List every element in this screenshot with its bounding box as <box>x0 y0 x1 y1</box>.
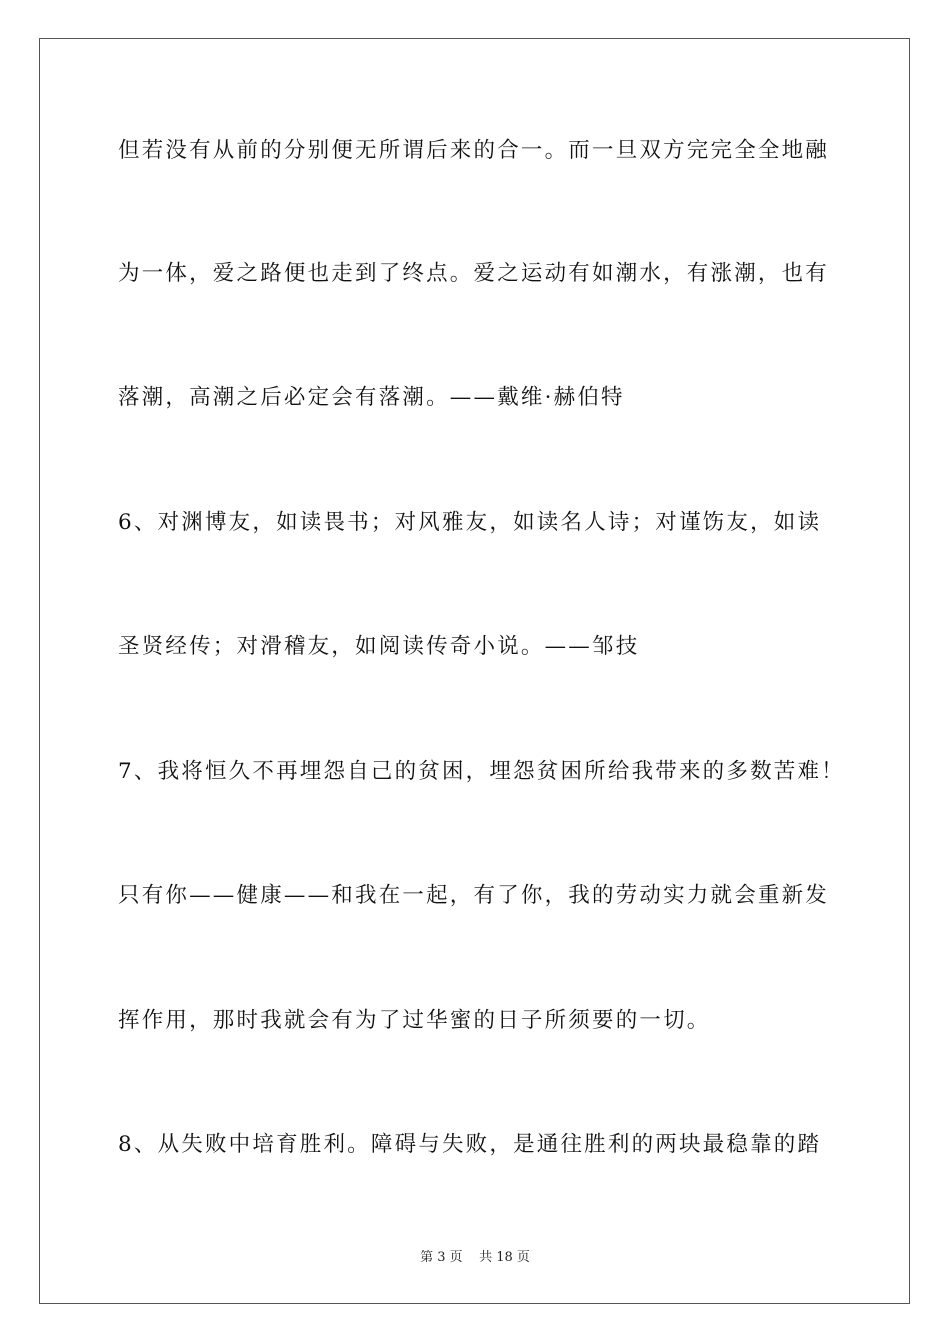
page-number-footer: 第 3 页 共 18 页 <box>420 1250 530 1265</box>
body-text-line: 为一体，爱之路便也走到了终点。爱之运动有如潮水，有涨潮，也有 <box>118 261 830 286</box>
body-text-line: 7、我将恒久不再埋怨自己的贫困，埋怨贫困所给我带来的多数苦难！ <box>118 759 845 784</box>
body-text-line: 挥作用，那时我就会有为了过华蜜的日子所须要的一切。 <box>118 1008 711 1033</box>
body-text-line: 6、对渊博友，如读畏书；对风雅友，如读名人诗；对谨饬友，如读 <box>118 510 822 535</box>
body-text-line: 但若没有从前的分别便无所谓后来的合一。而一旦双方完完全全地融 <box>118 138 830 163</box>
body-text-line: 8、从失败中培育胜利。障碍与失败，是通往胜利的两块最稳靠的踏 <box>118 1132 822 1157</box>
body-text-line: 只有你——健康——和我在一起，有了你，我的劳动实力就会重新发 <box>118 883 830 908</box>
page-border <box>39 38 910 1304</box>
body-text-line: 落潮，高潮之后必定会有落潮。——戴维·赫伯特 <box>118 385 625 410</box>
body-text-line: 圣贤经传；对滑稽友，如阅读传奇小说。——邹技 <box>118 634 640 659</box>
